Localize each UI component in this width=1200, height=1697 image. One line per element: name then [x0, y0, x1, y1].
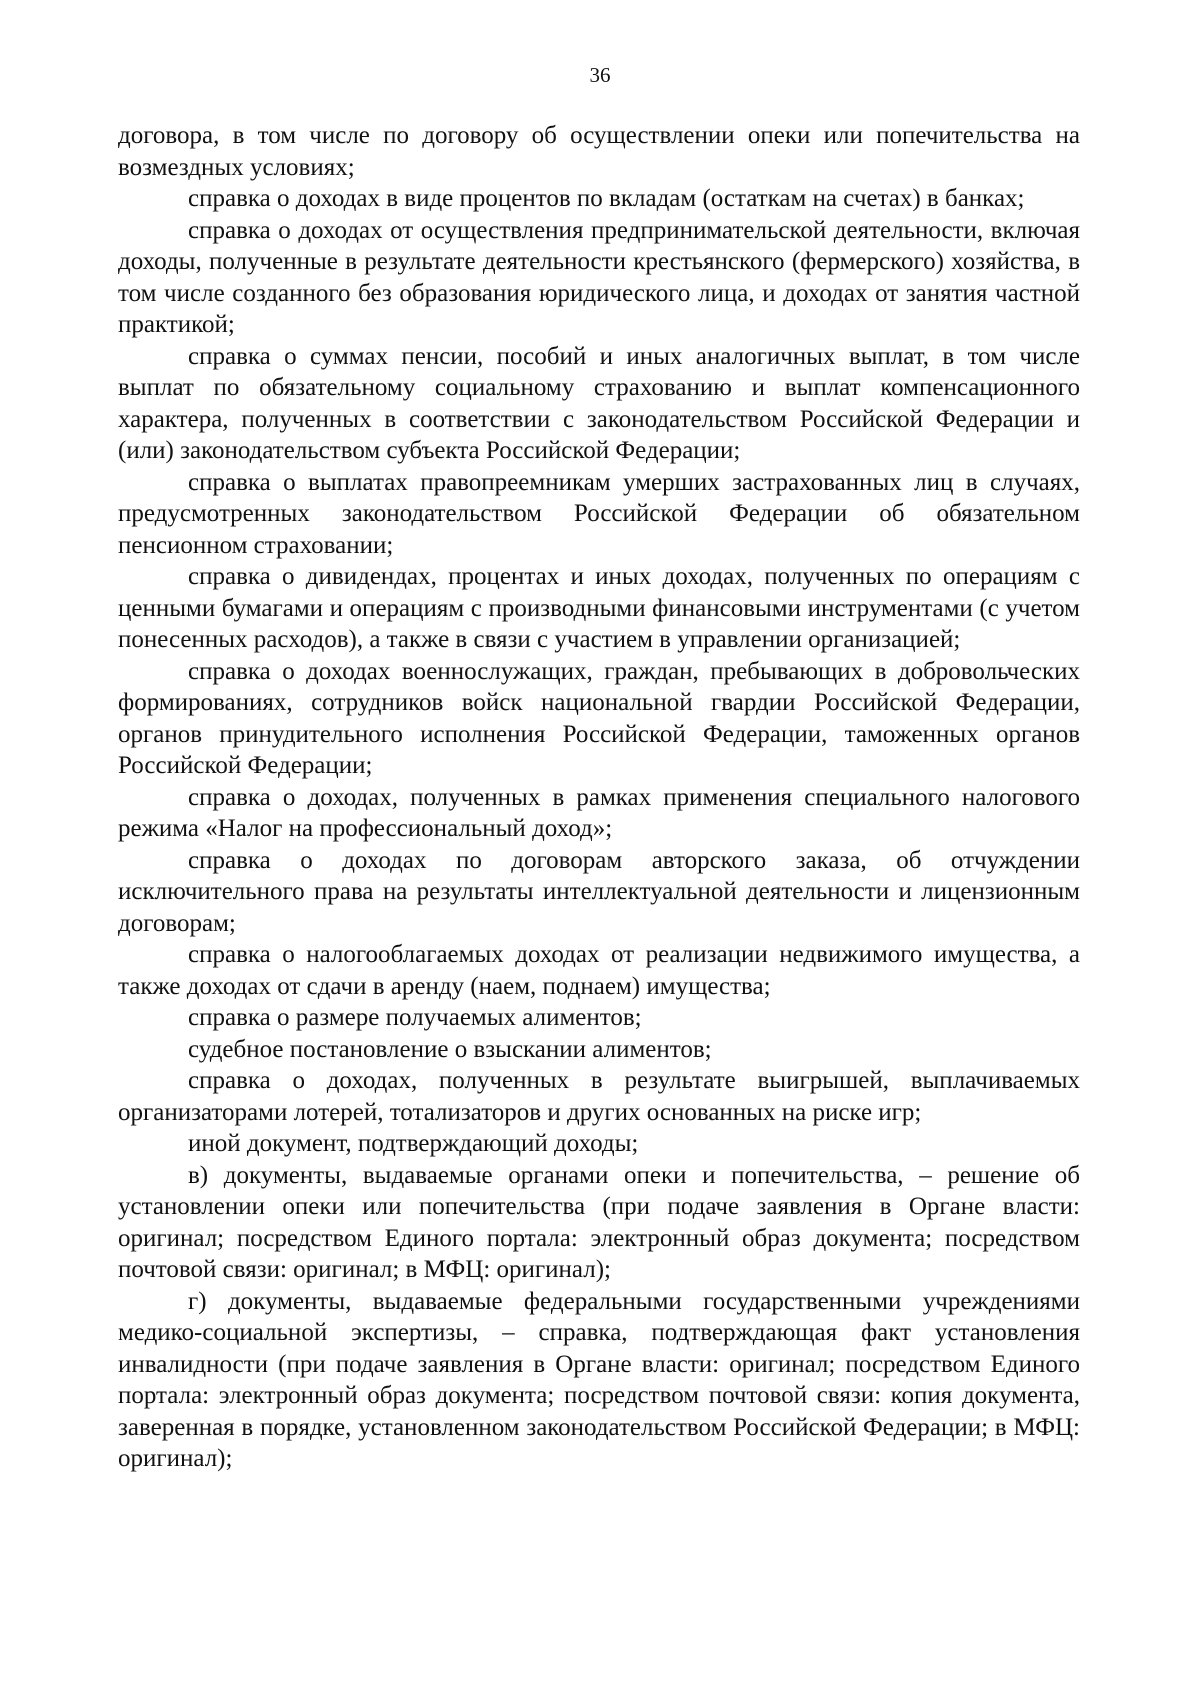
paragraph-copyright-income: справка о доходах по договорам авторского заказа, об отчуждении исключительного права на результаты интеллектуальной деятельности и лицензионным договорам;: [118, 846, 1080, 937]
paragraph-professional-income-tax: справка о доходах, полученных в рамках применения специального налогового режима «Налог на профессиональный доход»;: [118, 783, 1080, 842]
paragraph-business-income: справка о доходах от осуществления предпринимательской деятельности, включая доходы, полученные в результате деятельности крестьянского (фермерского) хозяйства, в том числе созданного без образования юридического лица, и доходах от занятия частной практикой;: [118, 216, 1080, 338]
document-body: [118, 120, 1080, 1475]
paragraph-dividends: справка о дивидендах, процентах и иных доходах, полученных по операциям с ценными бумагами и операциям с производными финансовыми инструментами (с учетом понесенных расходов), а также в связи с участием в управлении организацией;: [118, 563, 1080, 653]
paragraph-real-estate-income: справка о налогооблагаемых доходах от реализации недвижимого имущества, а также доходах от сдачи в аренду (наем, поднаем) имущества;: [118, 941, 1080, 1000]
paragraph-alimony-court-order: судебное постановление о взыскании алиментов;: [188, 1035, 712, 1063]
paragraph-alimony-amount: справка о размере получаемых алиментов;: [188, 1004, 642, 1031]
paragraph-insured-successors: справка о выплатах правопреемникам умерших застрахованных лиц в случаях, предусмотренных законодательством Российской Федерации об обязательном пенсионном страховании;: [118, 468, 1080, 559]
paragraph-military-income: справка о доходах военнослужащих, граждан, пребывающих в добровольческих формированиях, сотрудников войск национальной гвардии Российской Федерации, органов принудительного исполнения Российской Федерации, таможенных органов Российской Федерации;: [118, 657, 1080, 779]
paragraph-guardianship-documents: в) документы, выдаваемые органами опеки и попечительства, – решение об установлении опеки или попечительства (при подаче заявления в Органе власти: оригинал; посредством Единого портала: электронный образ документа; посредством почтовой связи: оригинал; в МФЦ: оригинал);: [118, 1161, 1080, 1283]
paragraph-deposit-interest: справка о доходах в виде процентов по вкладам (остаткам на счетах) в банках;: [188, 185, 1025, 212]
paragraph-pension-benefits: справка о суммах пенсии, пособий и иных аналогичных выплат, в том числе выплат по обязательному социальному страхованию и выплат компенсационного характера, полученных в соответствии с законодательством Российской Федерации и (или) законодательством субъекта Российской Федерации;: [118, 342, 1080, 464]
paragraph-lottery-winnings: справка о доходах, полученных в результате выигрышей, выплачиваемых организаторами лотерей, тотализаторов и других основанных на риске игр;: [118, 1067, 1080, 1126]
paragraph-disability-documents: г) документы, выдаваемые федеральными государственными учреждениями медико-социальной экспертизы, – справка, подтверждающая факт установления инвалидности (при подаче заявления в Органе власти: оригинал; посредством Единого портала: электронный образ документа; посредством почтовой связи: копия документа, заверенная в порядке, установленном законодательством Российской Федерации; в МФЦ: оригинал);: [118, 1287, 1080, 1472]
page-number: 36: [589, 63, 611, 87]
paragraph-other-document: иной документ, подтверждающий доходы;: [188, 1130, 639, 1157]
paragraph-continuation: договора, в том числе по договору об осуществлении опеки или попечительства на возмездных условиях;: [118, 122, 1080, 181]
